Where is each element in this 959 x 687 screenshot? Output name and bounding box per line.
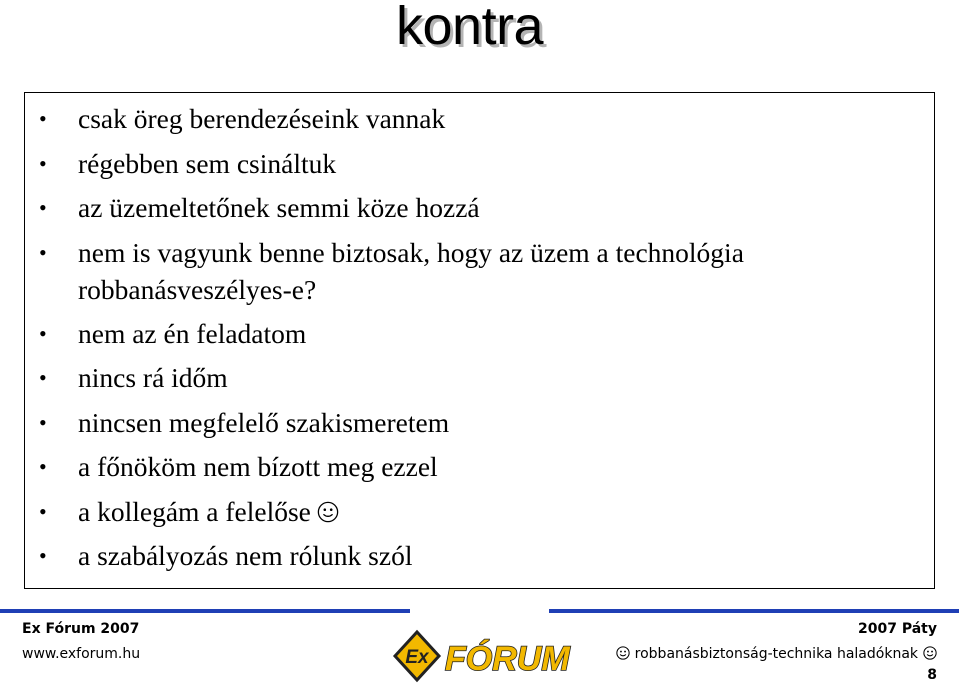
slide-title: kontra <box>396 0 544 56</box>
exforum-logo <box>389 628 574 684</box>
footer-website: www.exforum.hu <box>22 646 141 662</box>
bullet-item: • a kollegám a felelőse <box>39 490 919 535</box>
bullet-item: • régebben sem csináltuk <box>39 142 919 187</box>
logo-mark: Ex <box>405 647 429 668</box>
bullet-dot-icon: • <box>39 106 47 131</box>
bullet-item: • nincs rá időm <box>39 356 919 401</box>
bullet-dot-icon: • <box>39 150 47 176</box>
bullet-dot-icon: • <box>39 454 47 479</box>
smiley-icon <box>923 646 937 660</box>
footer-course: robbanásbiztonság-technika haladóknak <box>634 646 918 662</box>
smiley-icon <box>317 501 339 523</box>
bullet-item: • csak öreg berendezéseink vannak <box>39 97 919 142</box>
bullet-dot-icon: • <box>39 543 47 568</box>
bullet-item: • a szabályozás nem rólunk szól <box>39 534 919 579</box>
footer-bar-right <box>549 609 959 613</box>
bullet-item: • nem az én feladatom <box>39 312 919 357</box>
page-number: 8 <box>927 667 937 683</box>
bullet-item: • az üzemeltetőnek semmi köze hozzá <box>39 186 919 231</box>
bullet-dot-icon: • <box>39 320 47 346</box>
footer-course-line <box>616 646 937 662</box>
smiley-icon <box>616 646 630 660</box>
bullet-list <box>39 97 919 579</box>
logo-text: FÓRUM <box>445 640 570 678</box>
bullet-box <box>24 92 935 589</box>
bullet-dot-icon: • <box>39 409 47 435</box>
bullet-dot-icon: • <box>39 498 47 524</box>
bullet-dot-icon: • <box>39 239 47 265</box>
bullet-dot-icon: • <box>39 365 47 390</box>
bullet-item: • nincsen megfelelő szakismeretem <box>39 401 919 446</box>
footer-bar-left <box>0 609 410 613</box>
bullet-item: • a főnököm nem bízott meg ezzel <box>39 445 919 490</box>
footer-event: Ex Fórum 2007 <box>22 621 140 637</box>
bullet-item: • nem is vagyunk benne biztosak, hogy az üzem a technológia robbanásveszélyes-e? <box>39 231 919 312</box>
bullet-dot-icon: • <box>39 195 47 220</box>
footer-date-place: 2007 Páty <box>858 621 937 637</box>
